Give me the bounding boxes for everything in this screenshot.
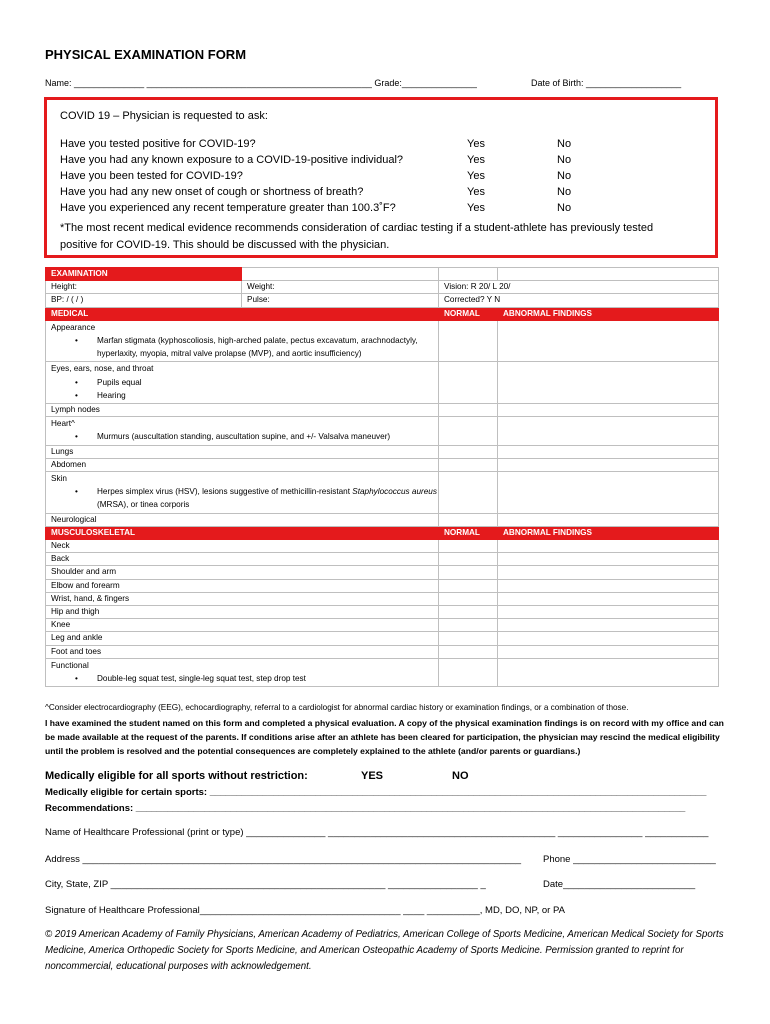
bp-field[interactable]: BP: / ( / ): [46, 294, 242, 307]
covid-yes-option[interactable]: Yes: [467, 202, 485, 214]
covid-question: Have you had any new onset of cough or shortness of breath?: [60, 186, 364, 198]
pulse-field[interactable]: Pulse:: [242, 294, 439, 307]
covid-box: [44, 97, 718, 258]
weight-field[interactable]: Weight:: [242, 281, 439, 294]
abnormal-cell[interactable]: [498, 362, 719, 404]
normal-cell[interactable]: [439, 579, 498, 592]
abnormal-cell[interactable]: [498, 658, 719, 686]
normal-cell[interactable]: [439, 619, 498, 632]
covid-yes-option[interactable]: Yes: [467, 170, 485, 182]
normal-cell[interactable]: [439, 658, 498, 686]
abnormal-cell[interactable]: [498, 445, 719, 458]
musculoskeletal-heading: MUSCULOSKELETAL: [46, 526, 439, 539]
eligible-no-option[interactable]: NO: [452, 770, 469, 782]
name-grade-line[interactable]: Name: ______________ _____________________________________________ Grade:_______________: [45, 78, 477, 88]
covid-yes-option[interactable]: Yes: [467, 186, 485, 198]
bullet-item: • Herpes simplex virus (HSV), lesions suggestive of methicillin-resistant Staphylococcus aureus (MRSA), or tinea corporis: [51, 485, 438, 511]
bullet-item: • Murmurs (auscultation standing, auscultation supine, and +/- Valsalva maneuver): [51, 430, 438, 443]
covid-no-option[interactable]: No: [557, 170, 572, 182]
city-state-zip-line[interactable]: City, State, ZIP ____________________________________________________ _________________ _: [45, 879, 486, 890]
normal-cell[interactable]: [439, 445, 498, 458]
row-label: Eyes, ears, nose, and throat: [51, 364, 154, 374]
phone-line[interactable]: Phone ___________________________: [543, 854, 716, 865]
abnormal-cell[interactable]: [498, 645, 719, 658]
covid-question: Have you had any known exposure to a COVID-19-positive individual?: [60, 154, 404, 166]
examination-table: [45, 267, 719, 687]
bullet-item: • Double-leg squat test, single-leg squat test, step drop test: [51, 672, 438, 685]
covid-question: Have you tested positive for COVID-19?: [60, 138, 256, 150]
cardiac-footnote: ^Consider electrocardiography (EEG), echocardiography, referral to a cardiologist for abnormal cardiac history or examination findings, or a combination of those.: [45, 703, 629, 712]
normal-cell[interactable]: [439, 645, 498, 658]
normal-cell[interactable]: [439, 320, 498, 362]
exam-row-skin: [46, 472, 439, 514]
normal-cell[interactable]: [439, 566, 498, 579]
normal-cell[interactable]: [439, 362, 498, 404]
abnormal-cell[interactable]: [498, 540, 719, 553]
exam-row-lymph: Lymph nodes: [46, 404, 439, 417]
covid-heading: COVID 19 – Physician is requested to ask:: [60, 110, 268, 122]
abnormal-cell[interactable]: [498, 632, 719, 645]
bullet-item: • Pupils equal: [51, 376, 438, 389]
covid-no-option[interactable]: No: [557, 154, 572, 166]
recommendations-line[interactable]: Recommendations: ________________________________________________________________________________________________________: [45, 803, 686, 814]
msk-row: Elbow and forearm: [46, 579, 439, 592]
abnormal-cell[interactable]: [498, 579, 719, 592]
date-line[interactable]: Date_________________________: [543, 879, 696, 890]
dob-line[interactable]: Date of Birth: ___________________: [531, 78, 682, 88]
covid-yes-option[interactable]: Yes: [467, 138, 485, 150]
abnormal-cell[interactable]: [498, 458, 719, 471]
address-line[interactable]: Address ___________________________________________________________________________________: [45, 854, 522, 865]
bullet-item: • Marfan stigmata (kyphoscoliosis, high-arched palate, pectus excavatum, arachnodactyly, hyperlaxity, myopia, mitral valve prolapse (MVP), and aortic insufficiency): [51, 334, 438, 360]
exam-row-neurological: Neurological: [46, 513, 439, 526]
normal-cell[interactable]: [439, 540, 498, 553]
exam-row-appearance: [46, 320, 439, 362]
eligibility-no-restriction-label: Medically eligible for all sports without restriction:: [45, 770, 308, 782]
exam-row-lungs: Lungs: [46, 445, 439, 458]
normal-cell[interactable]: [439, 606, 498, 619]
normal-cell[interactable]: [439, 592, 498, 605]
normal-cell[interactable]: [439, 513, 498, 526]
covid-note: *The most recent medical evidence recommends consideration of cardiac testing if a student-athlete has previously tested: [60, 222, 654, 234]
normal-cell[interactable]: [439, 404, 498, 417]
msk-row: Back: [46, 553, 439, 566]
row-label: Appearance: [51, 322, 96, 332]
signature-line[interactable]: Signature of Healthcare Professional______________________________________ ____ __________, MD, DO, NP, or PA: [45, 905, 565, 916]
abnormal-cell[interactable]: [498, 417, 719, 445]
exam-row-heart: [46, 417, 439, 445]
abnormal-cell[interactable]: [498, 566, 719, 579]
covid-yes-option[interactable]: Yes: [467, 154, 485, 166]
row-label: Heart^: [51, 419, 75, 429]
msk-row: Knee: [46, 619, 439, 632]
examination-heading: EXAMINATION: [46, 268, 242, 281]
abnormal-cell[interactable]: [498, 320, 719, 362]
msk-row: Hip and thigh: [46, 606, 439, 619]
covid-no-option[interactable]: No: [557, 138, 572, 150]
vision-field[interactable]: Vision: R 20/ L 20/: [439, 281, 719, 294]
msk-row-functional: [46, 658, 439, 686]
normal-cell[interactable]: [439, 553, 498, 566]
abnormal-cell[interactable]: [498, 404, 719, 417]
msk-row: Wrist, hand, & fingers: [46, 592, 439, 605]
abnormal-cell[interactable]: [498, 553, 719, 566]
msk-row: Shoulder and arm: [46, 566, 439, 579]
bullet-item: • Hearing: [51, 389, 438, 402]
covid-question: Have you been tested for COVID-19?: [60, 170, 243, 182]
row-label: Skin: [51, 474, 67, 484]
covid-no-option[interactable]: No: [557, 202, 572, 214]
height-field[interactable]: Height:: [46, 281, 242, 294]
msk-row: Leg and ankle: [46, 632, 439, 645]
normal-cell[interactable]: [439, 458, 498, 471]
abnormal-col-header: ABNORMAL FINDINGS: [498, 307, 719, 320]
form-title: PHYSICAL EXAMINATION FORM: [45, 47, 247, 62]
covid-note: positive for COVID-19. This should be discussed with the physician.: [60, 239, 390, 251]
abnormal-col-header: ABNORMAL FINDINGS: [498, 526, 719, 539]
normal-cell[interactable]: [439, 417, 498, 445]
msk-row: Foot and toes: [46, 645, 439, 658]
normal-cell[interactable]: [439, 472, 498, 514]
exam-row-abdomen: Abdomen: [46, 458, 439, 471]
exam-row-eent: [46, 362, 439, 404]
covid-question: Have you experienced any recent temperature greater than 100.3˚F?: [60, 202, 396, 214]
medical-heading: MEDICAL: [46, 307, 439, 320]
covid-no-option[interactable]: No: [557, 186, 572, 198]
abnormal-cell[interactable]: [498, 606, 719, 619]
abnormal-cell[interactable]: [498, 592, 719, 605]
eligible-yes-option[interactable]: YES: [361, 770, 384, 782]
normal-col-header: NORMAL: [439, 307, 498, 320]
hcp-name-line[interactable]: Name of Healthcare Professional (print or type) _______________ ___________________________________________ ________________ ____________: [45, 827, 709, 838]
row-label: Functional: [51, 660, 89, 670]
abnormal-cell[interactable]: [498, 513, 719, 526]
normal-cell[interactable]: [439, 632, 498, 645]
attestation-statement: I have examined the student named on this form and completed a physical evaluation. A copy of the physical examination findings is on record with my office and can be made available at the request of the parents. If conditions arise after an athlete has been cleared for participation, the physician may rescind the medical eligibility until the problem is resolved and the potential consequences are completely explained to the athlete (and/or parents or guardians.): [45, 718, 724, 756]
normal-col-header: NORMAL: [439, 526, 498, 539]
corrected-field[interactable]: Corrected? Y N: [439, 294, 719, 307]
abnormal-cell[interactable]: [498, 472, 719, 514]
eligible-certain-sports-line[interactable]: Medically eligible for certain sports: ______________________________________________________________________________________________: [45, 787, 707, 798]
msk-row: Neck: [46, 540, 439, 553]
abnormal-cell[interactable]: [498, 619, 719, 632]
copyright-notice: © 2019 American Academy of Family Physicians, American Academy of Pediatrics, American College of Sports Medicine, American Medical Society for Sports Medicine, America Orthopedic Society for Sports Medicine, and American Osteopathic Academy of Sports Medicine. Permission granted to reprint for noncommercial, educational purposes with acknowledgement.: [45, 929, 724, 973]
